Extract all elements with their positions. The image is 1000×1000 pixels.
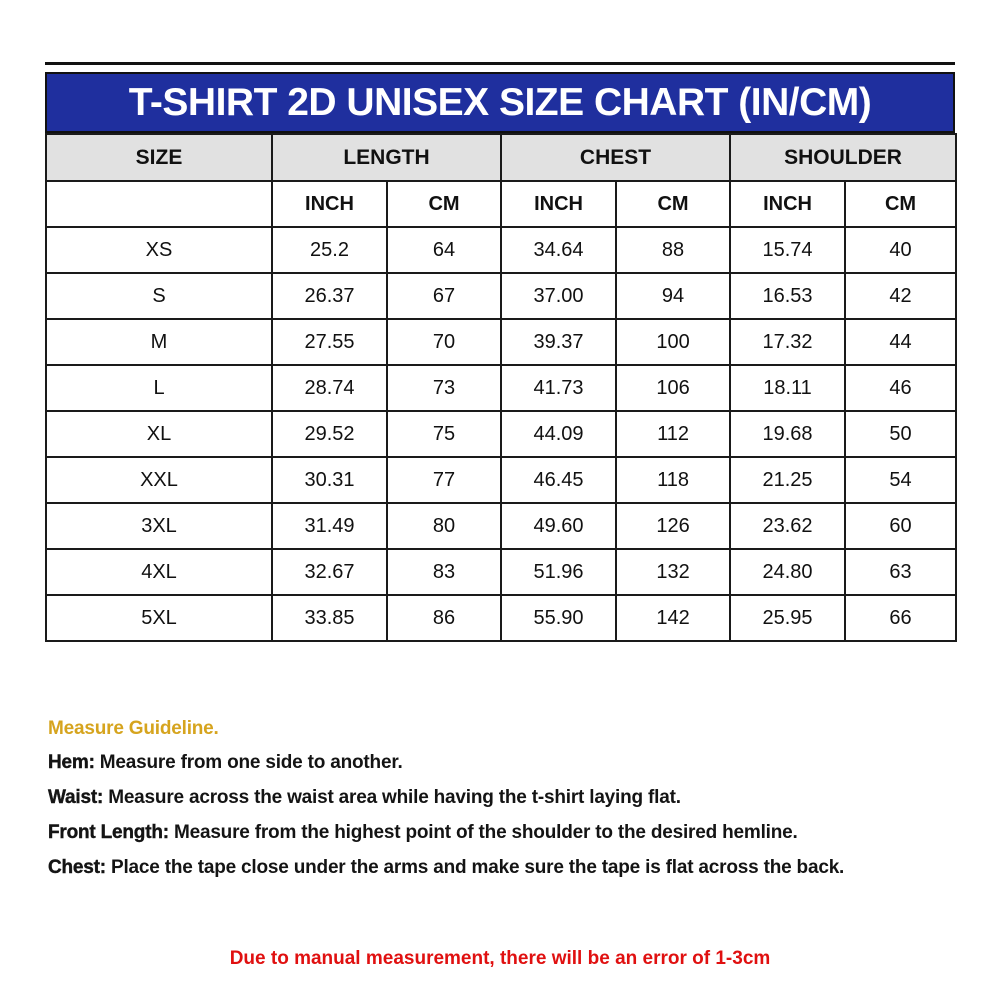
value-cell: 27.55 xyxy=(272,319,387,365)
size-cell: XL xyxy=(46,411,272,457)
unit-header-length-cm: CM xyxy=(387,181,501,227)
value-cell: 60 xyxy=(845,503,956,549)
value-cell: 94 xyxy=(616,273,730,319)
value-cell: 64 xyxy=(387,227,501,273)
value-cell: 112 xyxy=(616,411,730,457)
value-cell: 18.11 xyxy=(730,365,845,411)
guideline-list xyxy=(48,752,948,879)
guideline-item: Hem: Measure from one side to another. xyxy=(48,752,403,773)
col-header-chest: CHEST xyxy=(501,134,730,181)
value-cell: 46.45 xyxy=(501,457,616,503)
measure-guideline-section xyxy=(48,718,948,892)
value-cell: 21.25 xyxy=(730,457,845,503)
group-header-row xyxy=(46,134,956,181)
value-cell: 28.74 xyxy=(272,365,387,411)
guideline-item: Chest: Place the tape close under the arms and make sure the tape is flat across the back. xyxy=(48,857,845,878)
value-cell: 70 xyxy=(387,319,501,365)
unit-header-blank xyxy=(46,181,272,227)
table-row xyxy=(46,411,956,457)
value-cell: 40 xyxy=(845,227,956,273)
table-row xyxy=(46,595,956,641)
value-cell: 67 xyxy=(387,273,501,319)
size-cell: 5XL xyxy=(46,595,272,641)
value-cell: 25.95 xyxy=(730,595,845,641)
value-cell: 29.52 xyxy=(272,411,387,457)
size-table-body xyxy=(46,227,956,641)
table-row xyxy=(46,227,956,273)
value-cell: 80 xyxy=(387,503,501,549)
value-cell: 33.85 xyxy=(272,595,387,641)
value-cell: 51.96 xyxy=(501,549,616,595)
size-cell: XS xyxy=(46,227,272,273)
table-row xyxy=(46,457,956,503)
value-cell: 34.64 xyxy=(501,227,616,273)
value-cell: 126 xyxy=(616,503,730,549)
value-cell: 30.31 xyxy=(272,457,387,503)
value-cell: 54 xyxy=(845,457,956,503)
top-divider-rule xyxy=(45,62,955,65)
value-cell: 44.09 xyxy=(501,411,616,457)
value-cell: 19.68 xyxy=(730,411,845,457)
value-cell: 46 xyxy=(845,365,956,411)
table-row xyxy=(46,365,956,411)
value-cell: 83 xyxy=(387,549,501,595)
value-cell: 88 xyxy=(616,227,730,273)
col-header-shoulder: SHOULDER xyxy=(730,134,956,181)
value-cell: 86 xyxy=(387,595,501,641)
value-cell: 132 xyxy=(616,549,730,595)
col-header-length: LENGTH xyxy=(272,134,501,181)
unit-header-chest-inch: INCH xyxy=(501,181,616,227)
table-row xyxy=(46,273,956,319)
value-cell: 75 xyxy=(387,411,501,457)
value-cell: 37.00 xyxy=(501,273,616,319)
unit-header-shoulder-inch: INCH xyxy=(730,181,845,227)
size-cell: L xyxy=(46,365,272,411)
value-cell: 142 xyxy=(616,595,730,641)
value-cell: 66 xyxy=(845,595,956,641)
value-cell: 26.37 xyxy=(272,273,387,319)
guideline-item-label: Hem: xyxy=(48,752,95,773)
size-cell: XXL xyxy=(46,457,272,503)
value-cell: 15.74 xyxy=(730,227,845,273)
size-cell: M xyxy=(46,319,272,365)
value-cell: 106 xyxy=(616,365,730,411)
value-cell: 77 xyxy=(387,457,501,503)
guideline-heading: Measure Guideline. xyxy=(48,718,219,739)
size-chart-table xyxy=(45,133,957,642)
measurement-error-note: Due to manual measurement, there will be an error of 1-3cm xyxy=(229,948,771,969)
unit-header-length-inch: INCH xyxy=(272,181,387,227)
table-row xyxy=(46,319,956,365)
size-cell: 3XL xyxy=(46,503,272,549)
value-cell: 49.60 xyxy=(501,503,616,549)
value-cell: 118 xyxy=(616,457,730,503)
page-title: T-SHIRT 2D UNISEX SIZE CHART (IN/CM) xyxy=(128,80,872,124)
table-row xyxy=(46,503,956,549)
value-cell: 44 xyxy=(845,319,956,365)
guideline-item: Front Length: Measure from the highest point of the shoulder to the desired hemline. xyxy=(48,822,798,843)
value-cell: 73 xyxy=(387,365,501,411)
value-cell: 41.73 xyxy=(501,365,616,411)
value-cell: 31.49 xyxy=(272,503,387,549)
value-cell: 17.32 xyxy=(730,319,845,365)
value-cell: 16.53 xyxy=(730,273,845,319)
table-row xyxy=(46,549,956,595)
guideline-item-label: Chest: xyxy=(48,857,106,878)
value-cell: 42 xyxy=(845,273,956,319)
value-cell: 23.62 xyxy=(730,503,845,549)
value-cell: 63 xyxy=(845,549,956,595)
value-cell: 39.37 xyxy=(501,319,616,365)
value-cell: 25.2 xyxy=(272,227,387,273)
guideline-item: Waist: Measure across the waist area while having the t-shirt laying flat. xyxy=(48,787,681,808)
value-cell: 55.90 xyxy=(501,595,616,641)
unit-header-shoulder-cm: CM xyxy=(845,181,956,227)
size-cell: 4XL xyxy=(46,549,272,595)
size-cell: S xyxy=(46,273,272,319)
unit-header-row xyxy=(46,181,956,227)
col-header-size: SIZE xyxy=(46,134,272,181)
unit-header-chest-cm: CM xyxy=(616,181,730,227)
guideline-item-label: Front Length: xyxy=(48,822,169,843)
value-cell: 32.67 xyxy=(272,549,387,595)
title-banner xyxy=(45,72,955,133)
guideline-item-label: Waist: xyxy=(48,787,104,808)
value-cell: 24.80 xyxy=(730,549,845,595)
value-cell: 100 xyxy=(616,319,730,365)
value-cell: 50 xyxy=(845,411,956,457)
